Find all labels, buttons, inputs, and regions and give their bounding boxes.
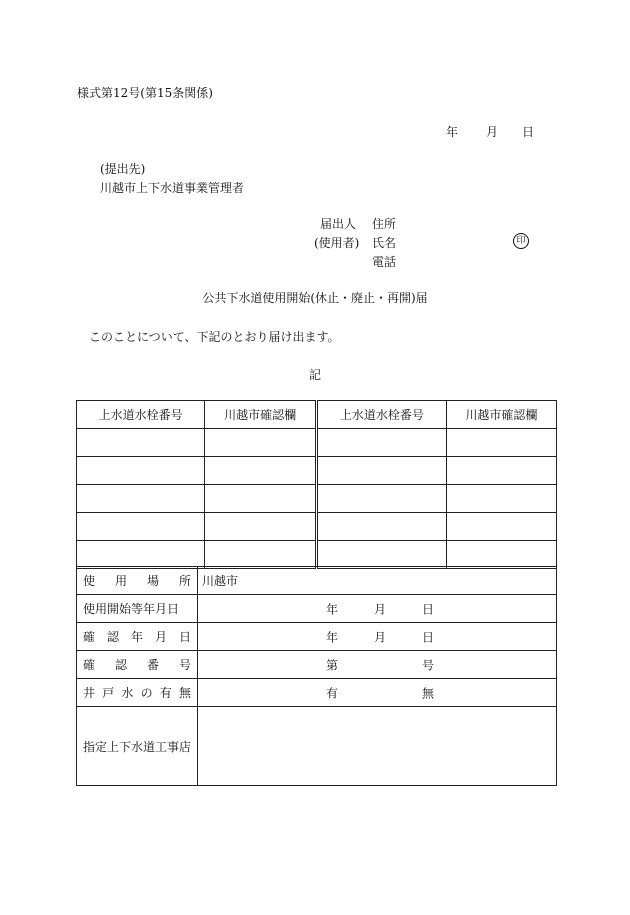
- well-value[interactable]: [198, 679, 557, 707]
- meter-cell[interactable]: [77, 513, 205, 541]
- confirm-number-label: 確 認 番 号: [77, 651, 198, 679]
- applicant-subtitle: (使用者): [314, 236, 360, 250]
- meter-cell[interactable]: [316, 485, 446, 513]
- header-confirm-2: 川越市確認欄: [446, 401, 556, 429]
- confirm-cell[interactable]: [205, 513, 317, 541]
- well-row: [77, 679, 557, 707]
- date-month: 月: [486, 125, 499, 139]
- confirm-cell[interactable]: [446, 513, 556, 541]
- table-row: [77, 541, 557, 569]
- confirm-cell[interactable]: [205, 457, 317, 485]
- contractor-label: 指定上下水道工事店: [77, 707, 198, 786]
- confirm-day: 日: [422, 630, 435, 644]
- confirm-cell[interactable]: [446, 457, 556, 485]
- confirm-year: 年: [326, 630, 339, 644]
- table-row: [77, 513, 557, 541]
- meter-cell[interactable]: [316, 541, 446, 569]
- location-label: 使 用 場 所: [77, 567, 198, 595]
- table-row: [77, 485, 557, 513]
- destination-label: (提出先): [100, 162, 146, 176]
- location-row: [77, 567, 557, 595]
- start-year: 年: [326, 602, 339, 616]
- statement-text: このことについて、下記のとおり届け出ます。: [89, 330, 340, 344]
- document-title: 公共下水道使用開始(休止・廃止・再開)届: [202, 291, 428, 305]
- contractor-value[interactable]: [198, 707, 557, 786]
- name-label: 氏名: [372, 236, 397, 250]
- start-date-label: 使用開始等年月日: [77, 595, 198, 623]
- confirm-date-value[interactable]: [198, 623, 557, 651]
- number-prefix: 第: [326, 658, 339, 672]
- confirm-number-value[interactable]: [198, 651, 557, 679]
- meter-header-row: [77, 401, 557, 429]
- submission-date: [446, 123, 534, 140]
- well-yes[interactable]: 有: [326, 686, 339, 700]
- table-row: [77, 457, 557, 485]
- start-date-row: [77, 595, 557, 623]
- confirm-cell[interactable]: [446, 429, 556, 457]
- contractor-row: [77, 707, 557, 786]
- meter-cell[interactable]: [316, 513, 446, 541]
- meter-table: [76, 400, 557, 569]
- start-date-value[interactable]: [198, 595, 557, 623]
- location-value[interactable]: 川越市: [198, 567, 557, 595]
- info-table: [76, 566, 557, 786]
- applicant-title: 届出人: [320, 217, 357, 231]
- meter-cell[interactable]: [77, 457, 205, 485]
- date-day: 日: [522, 125, 535, 139]
- header-meter-number-2: 上水道水栓番号: [316, 401, 446, 429]
- seal-mark: 印: [513, 233, 529, 249]
- meter-cell[interactable]: [316, 457, 446, 485]
- confirm-cell[interactable]: [446, 541, 556, 569]
- start-month: 月: [374, 602, 387, 616]
- meter-cell[interactable]: [77, 541, 205, 569]
- well-label: 井 戸 水 の 有 無: [77, 679, 198, 707]
- form-number: 様式第12号(第15条関係): [77, 86, 213, 100]
- meter-cell[interactable]: [77, 429, 205, 457]
- header-confirm-1: 川越市確認欄: [205, 401, 317, 429]
- meter-cell[interactable]: [316, 429, 446, 457]
- confirm-cell[interactable]: [446, 485, 556, 513]
- confirm-month: 月: [374, 630, 387, 644]
- well-no[interactable]: 無: [422, 686, 435, 700]
- start-day: 日: [422, 602, 435, 616]
- confirm-date-label: 確 認 年 月 日: [77, 623, 198, 651]
- meter-cell[interactable]: [77, 485, 205, 513]
- address-label: 住所: [372, 217, 397, 231]
- table-row: [77, 429, 557, 457]
- confirm-cell[interactable]: [205, 429, 317, 457]
- confirm-cell[interactable]: [205, 541, 317, 569]
- number-suffix: 号: [422, 658, 435, 672]
- ki-heading: 記: [308, 368, 321, 382]
- confirm-date-row: [77, 623, 557, 651]
- confirm-cell[interactable]: [205, 485, 317, 513]
- confirm-number-row: [77, 651, 557, 679]
- date-year: 年: [446, 125, 459, 139]
- header-meter-number-1: 上水道水栓番号: [77, 401, 205, 429]
- destination-name: 川越市上下水道事業管理者: [100, 181, 245, 195]
- phone-label: 電話: [372, 255, 397, 269]
